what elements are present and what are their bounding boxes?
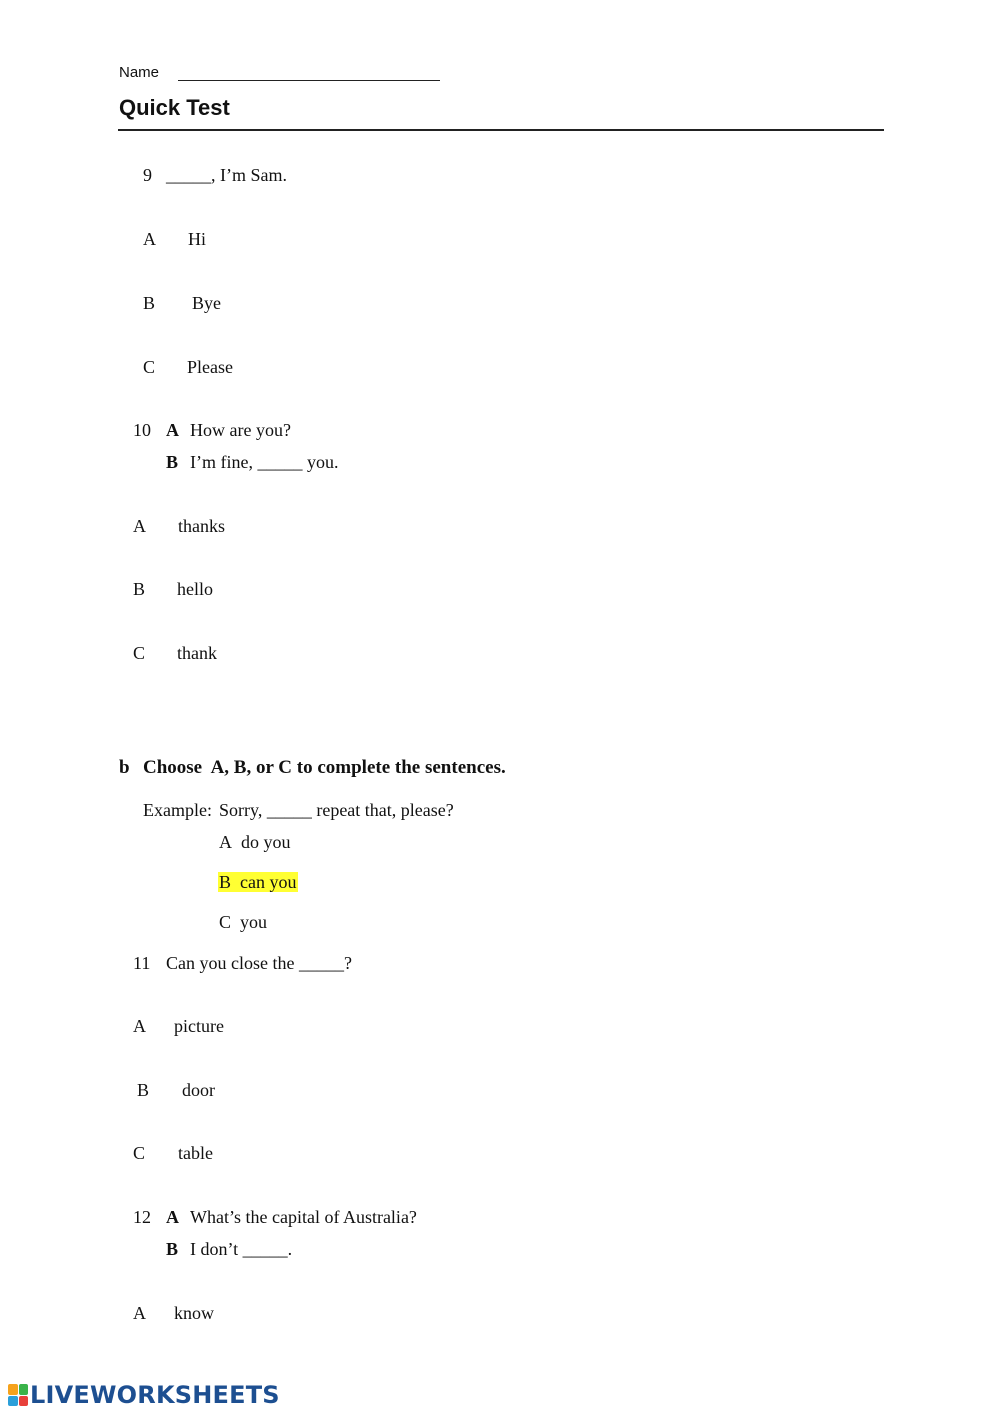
name-label: Name [119, 64, 160, 81]
section-b-instruction: Choose A, B, or C to complete the sentences. [143, 757, 506, 778]
q11-option-b-text[interactable]: door [182, 1080, 215, 1100]
example-option-a [219, 832, 291, 853]
example-option-c-letter: C [219, 912, 232, 932]
q10-option-a-text[interactable]: thanks [178, 516, 225, 536]
question-9-prompt: _____, I’m Sam. [166, 165, 287, 185]
q11-option-a-text[interactable]: picture [174, 1016, 224, 1036]
q12-speaker-b: B [166, 1239, 179, 1259]
title-divider [118, 129, 884, 131]
example-option-b-text: can you [240, 872, 297, 892]
example-sentence: Sorry, _____ repeat that, please? [219, 800, 454, 820]
liveworksheets-logo[interactable] [8, 1380, 280, 1410]
example-option-b [218, 872, 298, 893]
q11-option-b-letter[interactable]: B [137, 1080, 150, 1100]
q10-option-c-text[interactable]: thank [177, 643, 217, 663]
q10-line-a: How are you? [190, 420, 291, 440]
q10-option-b-text[interactable]: hello [177, 579, 213, 599]
q10-option-c-letter[interactable]: C [133, 643, 146, 663]
q10-line-b: I’m fine, _____ you. [190, 452, 339, 472]
q11-option-c-letter[interactable]: C [133, 1143, 146, 1163]
example-option-c [219, 912, 267, 933]
q9-option-a-letter[interactable]: A [143, 229, 156, 249]
q12-speaker-a: A [166, 1207, 179, 1227]
example-option-c-text: you [240, 912, 268, 932]
q12-line-a: What’s the capital of Australia? [190, 1207, 417, 1227]
question-12-number: 12 [133, 1207, 151, 1227]
name-field-line[interactable] [178, 80, 440, 81]
q9-option-c-letter[interactable]: C [143, 357, 156, 377]
example-label: Example: [143, 800, 212, 820]
liveworksheets-logo-text: LIVEWORKSHEETS [30, 1381, 280, 1409]
page-title: Quick Test [119, 95, 230, 120]
q11-option-a-letter[interactable]: A [133, 1016, 146, 1036]
q9-option-b-text[interactable]: Bye [192, 293, 221, 313]
example-option-b-letter: B [219, 872, 232, 892]
q10-speaker-a: A [166, 420, 179, 440]
section-b-letter: b [119, 757, 130, 778]
question-9-number: 9 [143, 165, 152, 185]
example-option-a-letter: A [219, 832, 232, 852]
question-11-prompt: Can you close the _____? [166, 953, 352, 973]
liveworksheets-logo-icon [8, 1384, 28, 1406]
q9-option-a-text[interactable]: Hi [188, 229, 206, 249]
q12-option-a-letter[interactable]: A [133, 1303, 146, 1323]
question-10-number: 10 [133, 420, 151, 440]
q10-option-b-letter[interactable]: B [133, 579, 146, 599]
example-option-a-text: do you [241, 832, 291, 852]
question-11-number: 11 [133, 953, 151, 973]
q9-option-c-text[interactable]: Please [187, 357, 233, 377]
q11-option-c-text[interactable]: table [178, 1143, 213, 1163]
q12-option-a-text[interactable]: know [174, 1303, 214, 1323]
example-answer-highlight [218, 872, 298, 892]
q9-option-b-letter[interactable]: B [143, 293, 156, 313]
q10-option-a-letter[interactable]: A [133, 516, 146, 536]
q10-speaker-b: B [166, 452, 179, 472]
q12-line-b: I don’t _____. [190, 1239, 293, 1259]
